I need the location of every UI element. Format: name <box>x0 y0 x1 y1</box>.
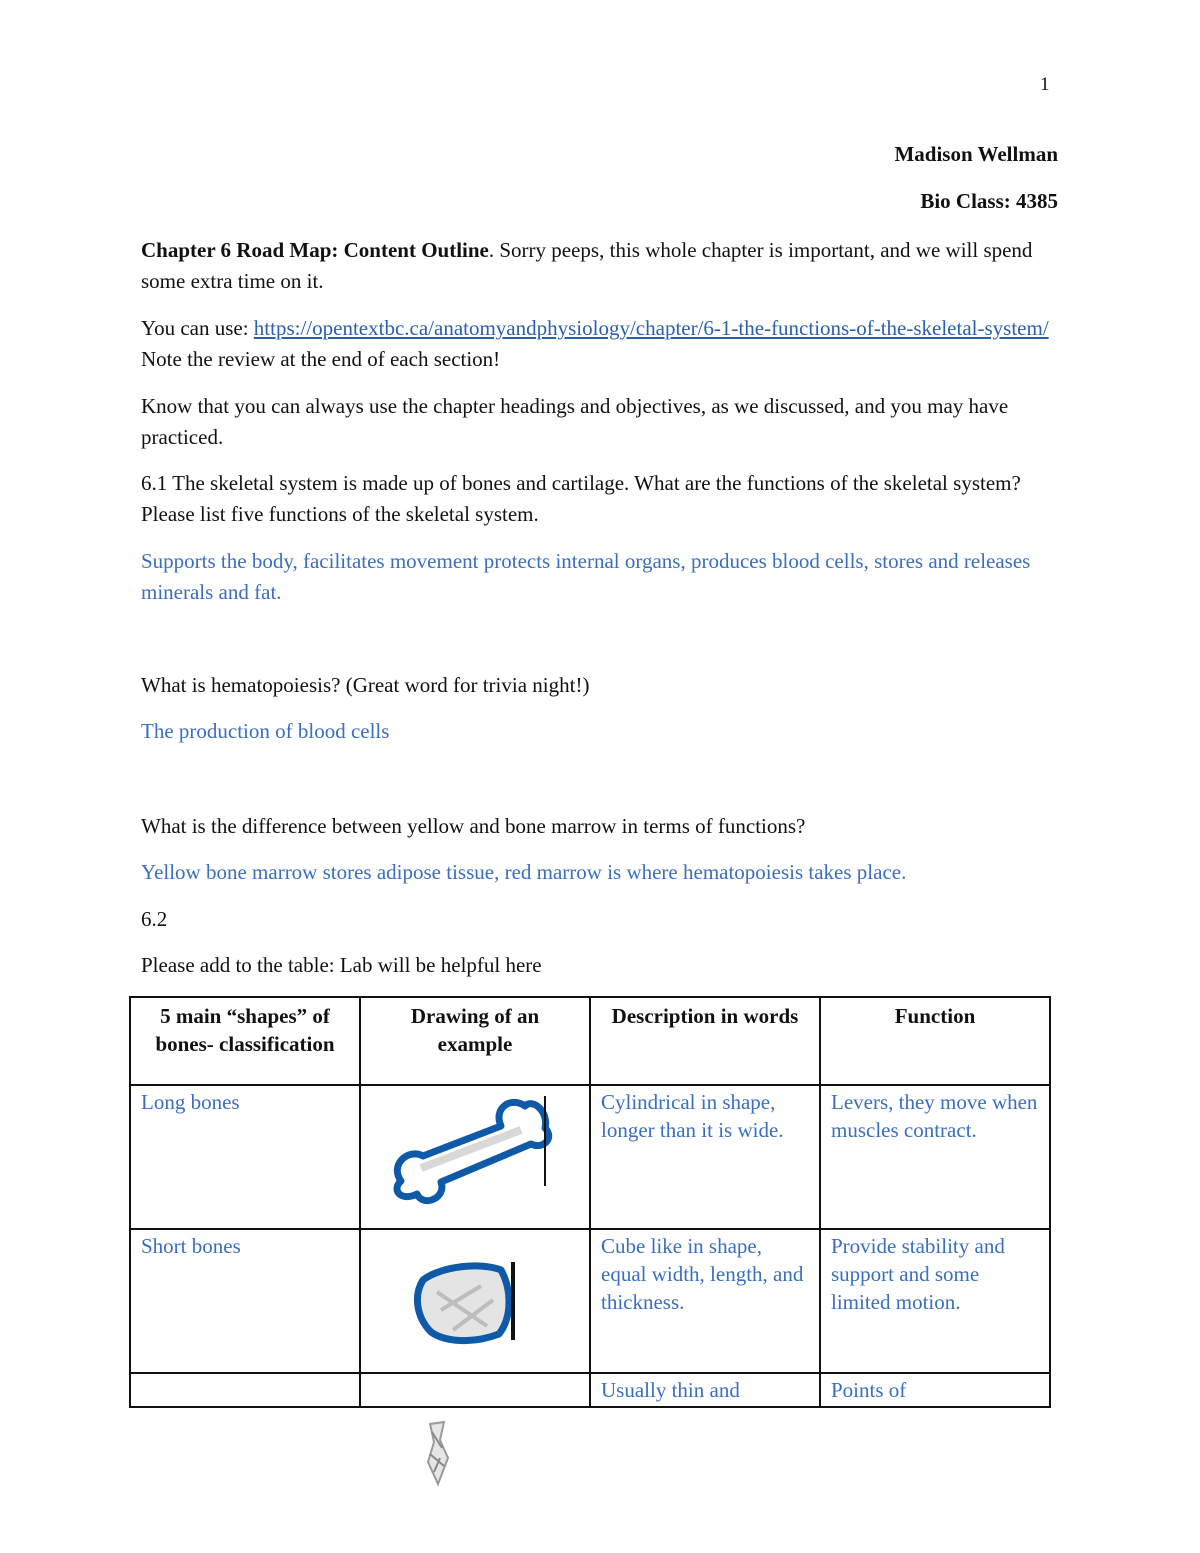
resource-prefix: You can use: <box>141 316 254 340</box>
long-bone-drawing <box>361 1086 591 1226</box>
question-marrow: What is the difference between yellow and bone marrow in terms of functions? <box>141 814 806 838</box>
table-row <box>130 1085 1050 1229</box>
question-hematopoiesis: What is hematopoiesis? (Great word for trivia night!) <box>141 673 590 697</box>
intro-text: . Sorry peeps, this whole chapter is important, and we will spend some extra time on it. <box>141 238 1033 293</box>
student-name: Madison Wellman <box>894 142 1058 166</box>
resource-paragraph <box>141 313 1056 375</box>
bone-type-cell: Long bones <box>130 1085 360 1229</box>
table-header-row <box>130 997 1050 1085</box>
bone-type-cell <box>130 1373 360 1407</box>
header-drawing: Drawing of an example <box>360 997 590 1085</box>
class-label: Bio Class: 4385 <box>920 189 1058 213</box>
answer-hematopoiesis: The production of blood cells <box>141 719 390 743</box>
description-cell: Cylindrical in shape, longer than it is wide. <box>590 1085 820 1229</box>
page-number: 1 <box>1040 74 1050 95</box>
header-shapes: 5 main “shapes” of bones- classification <box>130 997 360 1085</box>
function-cell: Provide stability and support and some limited motion. <box>820 1229 1050 1373</box>
section-number: 6.2 <box>141 907 168 931</box>
header-function: Function <box>820 997 1050 1085</box>
table-row <box>130 1229 1050 1373</box>
description-cell: Usually thin and <box>590 1373 820 1407</box>
answer-functions: Supports the body, facilitates movement protects internal organs, produces blood cells, stores and releases minerals and fat. <box>141 549 1031 604</box>
intro-title: Chapter 6 Road Map: Content Outline <box>141 238 489 262</box>
drawing-cell <box>360 1373 590 1407</box>
header-description: Description in words <box>590 997 820 1085</box>
resource-suffix: Note the review at the end of each section! <box>141 347 501 371</box>
short-bone-drawing-cell <box>360 1229 590 1373</box>
table-intro: Please add to the table: Lab will be helpful here <box>141 953 542 977</box>
bone-shapes-table <box>129 996 1051 1408</box>
chapter-link[interactable]: https://opentextbc.ca/anatomyandphysiology/chapter/6-1-the-functions-of-the-skeletal-system/ <box>253 316 1049 340</box>
long-bone-drawing-cell <box>360 1085 590 1229</box>
function-cell: Points of <box>820 1373 1050 1407</box>
intro-paragraph <box>141 235 1061 297</box>
short-bone-drawing <box>361 1230 591 1370</box>
function-cell: Levers, they move when muscles contract. <box>820 1085 1050 1229</box>
note-paragraph: Know that you can always use the chapter headings and objectives, as we discussed, and you may have practiced. <box>141 394 1009 449</box>
table-row <box>130 1373 1050 1407</box>
flat-bone-sketch-icon <box>418 1418 458 1490</box>
bone-type-cell: Short bones <box>130 1229 360 1373</box>
question-functions: 6.1 The skeletal system is made up of bones and cartilage. What are the functions of the skeletal system? Please list five functions of the skeletal system. <box>141 471 1021 526</box>
answer-marrow: Yellow bone marrow stores adipose tissue, red marrow is where hematopoiesis takes place. <box>141 860 907 884</box>
description-cell: Cube like in shape, equal width, length, and thickness. <box>590 1229 820 1373</box>
